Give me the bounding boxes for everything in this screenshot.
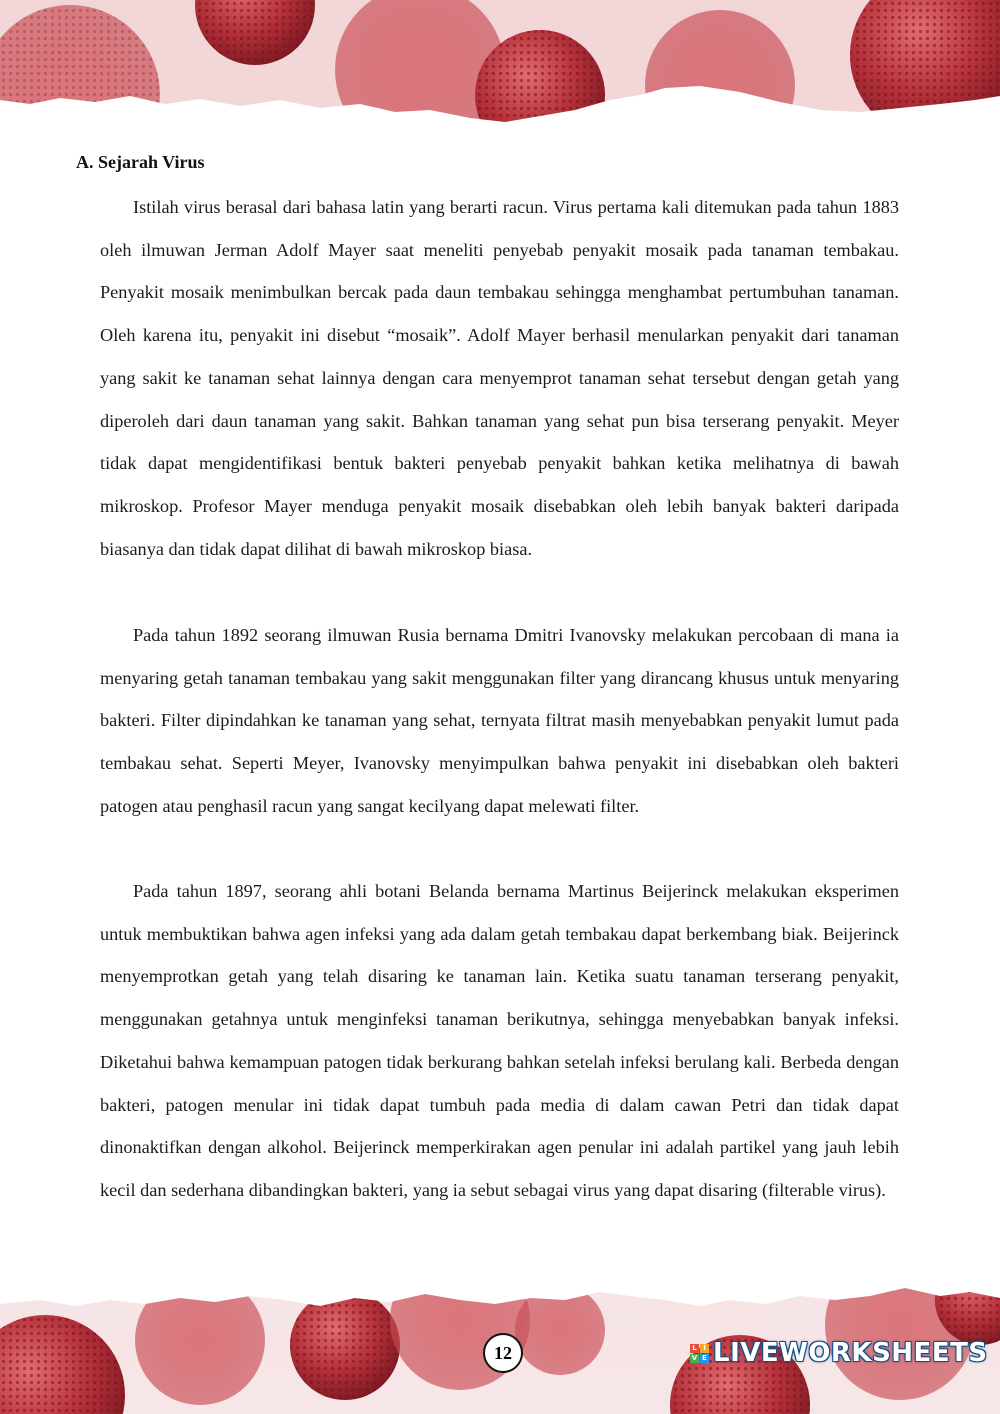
paragraph-3: Pada tahun 1897, seorang ahli botani Belanda bernama Martinus Beijerinck melakukan eksperimen untuk membuktikan bahwa agen infeksi yang ada dalam getah tembakau dapat berkembang biak. Beijerinck menyemprotkan getah yang telah disaring ke tanaman lain. Ketika suatu tanaman terserang penyakit, menggunakan getahnya untuk menginfeksi tanaman berikutnya, sehingga menyebabkan banyak infeksi. Diketahui bahwa kemampuan patogen tidak berkurang bahkan setelah infeksi berulang kali. Berbeda dengan bakteri, patogen menular ini tidak dapat tumbuh pada media di dalam cawan Petri dan tidak dapat dinonaktifkan dengan alkohol. Beijerinck memperkirakan agen penular ini adalah partikel yang jauh lebih kecil dan sederhana dibandingkan bakteri, yang ia sebut sebagai virus yang dapat disaring (filterable virus). <box>100 881 899 1200</box>
section-heading: A. Sejarah Virus <box>76 152 205 172</box>
logo-tile-v: V <box>691 1353 698 1362</box>
liveworksheets-logo-icon <box>690 1344 709 1363</box>
logo-tile-l: L <box>690 1344 699 1353</box>
liveworksheets-text: LIVEWORKSHEETS <box>713 1338 988 1368</box>
liveworksheets-watermark <box>690 1338 988 1368</box>
logo-tile-e: E <box>700 1354 709 1363</box>
paragraph-1: Istilah virus berasal dari bahasa latin yang berarti racun. Virus pertama kali ditemukan pada tahun 1883 oleh ilmuwan Jerman Adolf Mayer saat meneliti penyebab penyakit mosaik pada tanaman tembakau. Penyakit mosaik menimbulkan bercak pada daun tembakau sehingga menghambat pertumbuhan tanaman. Oleh karena itu, penyakit ini disebut “mosaik”. Adolf Mayer berhasil menularkan penyakit dari tanaman yang sakit ke tanaman sehat lainnya dengan cara menyemprot tanaman sehat tersebut dengan getah yang diperoleh dari daun tanaman yang sakit. Bahkan tanaman yang sehat pun bisa terserang penyakit. Meyer tidak dapat mengidentifikasi bentuk bakteri penyebab penyakit bahkan ketika melihatnya di bawah mikroskop. Profesor Mayer menduga penyakit mosaik disebabkan oleh lebih banyak bakteri daripada biasanya dan tidak dapat dilihat di bawah mikroskop biasa. <box>100 197 899 559</box>
paragraph-2: Pada tahun 1892 seorang ilmuwan Rusia bernama Dmitri Ivanovsky melakukan percobaan di mana ia menyaring getah tanaman tembakau yang sakit menggunakan filter yang dirancang khusus untuk menyaring bakteri. Filter dipindahkan ke tanaman yang sehat, ternyata filtrat masih menyebabkan penyakit lumut pada tembakau sehat. Seperti Meyer, Ivanovsky menyimpulkan bahwa penyakit ini disebabkan oleh bakteri patogen atau penghasil racun yang sangat kecilyang dapat melewati filter. <box>100 625 899 816</box>
page-number: 12 <box>483 1333 523 1373</box>
logo-tile-i: I <box>700 1344 709 1353</box>
